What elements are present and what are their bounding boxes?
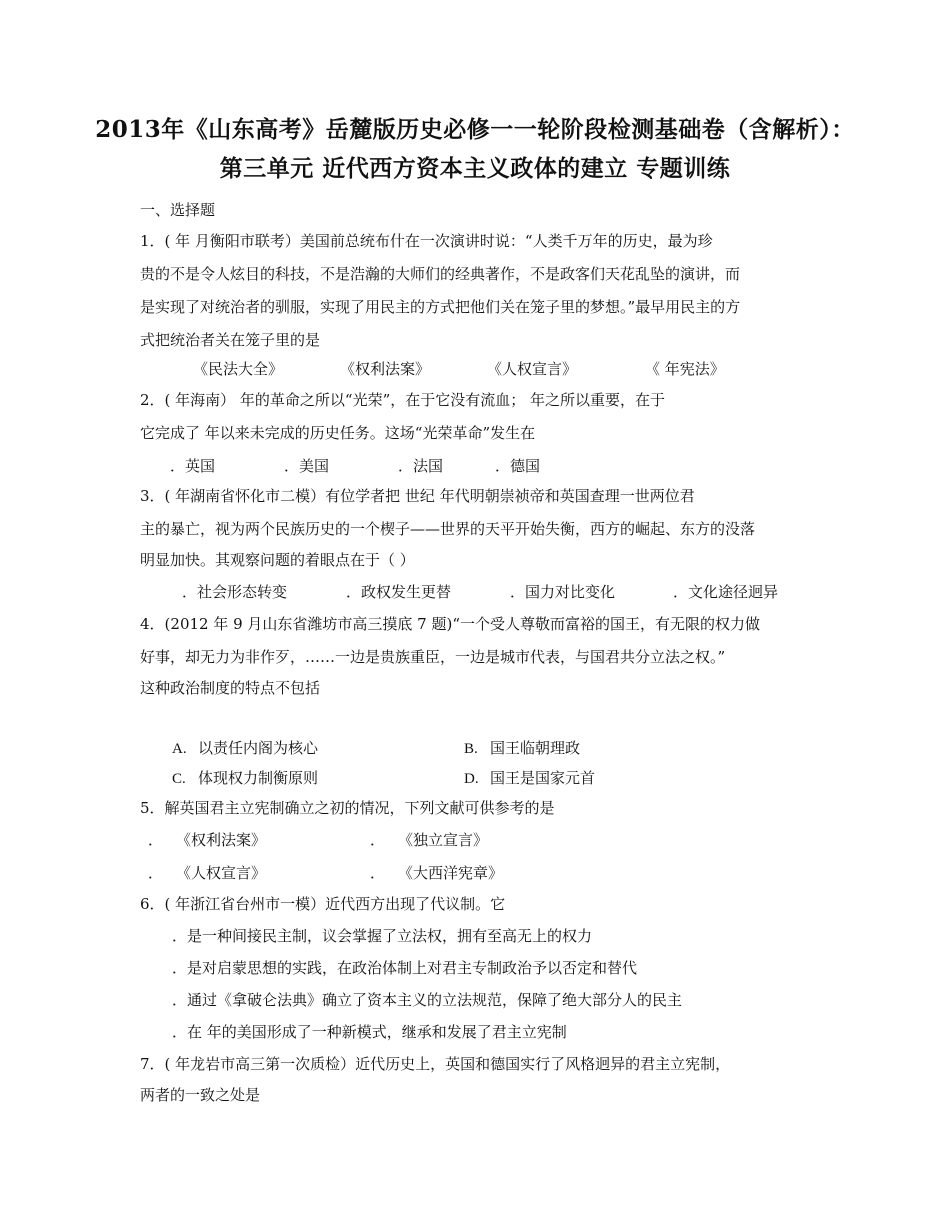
question-5-option-d[interactable]: ． 《大西洋宪章》 — [370, 864, 504, 882]
question-1-option-c[interactable]: 《人权宣言》 — [487, 360, 578, 378]
question-4-option-b[interactable]: B. 国王临朝理政 — [464, 739, 581, 757]
question-3-line-2: 主的暴亡，视为两个民族历史的一个楔子——世界的天平开始失衡，西方的崛起、东方的没落 — [140, 520, 756, 538]
question-1-option-a[interactable]: 《民法大全》 — [193, 360, 284, 378]
question-3-line-1: 3．( 年湖南省怀化市二模）有位学者把 世纪 年代明朝崇祯帝和英国查理一世两位君 — [140, 487, 695, 505]
question-2-option-a[interactable]: ．英国 — [170, 457, 216, 475]
question-6-option-a[interactable]: ．是一种间接民主制，议会掌握了立法权，拥有至高无上的权力 — [172, 927, 593, 945]
question-1-line-1: 1．( 年 月衡阳市联考）美国前总统布什在一次演讲时说：“人类千万年的历史，最为珍 — [140, 232, 713, 250]
question-4-option-d[interactable]: D. 国王是国家元首 — [464, 769, 596, 787]
question-2-line-2: 它完成了 年以来未完成的历史任务。这场“光荣革命”发生在 — [140, 424, 536, 442]
question-3-option-b[interactable]: ．政权发生更替 — [346, 583, 452, 601]
question-6-option-d[interactable]: ．在 年的美国形成了一种新模式，继承和发展了君主立宪制 — [172, 1023, 567, 1041]
question-4-option-a[interactable]: A. 以责任内阁为核心 — [172, 739, 319, 757]
question-2-option-c[interactable]: ．法国 — [398, 457, 444, 475]
question-3-option-d[interactable]: ．文化途径迥异 — [673, 583, 779, 601]
question-3-option-a[interactable]: ．社会形态转变 — [182, 583, 288, 601]
question-2-option-d[interactable]: ．德国 — [495, 457, 541, 475]
question-2-line-1: 2．( 年海南） 年的革命之所以“光荣”，在于它没有流血； 年之所以重要，在于 — [140, 391, 666, 409]
document-title-line-2: 第三单元 近代西方资本主义政体的建立 专题训练 — [219, 155, 731, 182]
question-6-option-b[interactable]: ．是对启蒙思想的实践，在政治体制上对君主专制政治予以否定和替代 — [172, 959, 638, 977]
question-3-option-c[interactable]: ．国力对比变化 — [510, 583, 616, 601]
question-6-line-1: 6．( 年浙江省台州市一模）近代西方出现了代议制。它 — [140, 895, 506, 913]
question-6-option-c[interactable]: ．通过《拿破仑法典》确立了资本主义的立法规范，保障了绝大部分人的民主 — [172, 991, 683, 1009]
question-1-option-d[interactable]: 《 年宪法》 — [645, 360, 725, 378]
question-5-option-b[interactable]: ． 《独立宣言》 — [370, 831, 489, 849]
document-title-line-1: 2013年《山东高考》岳麓版历史必修一一轮阶段检测基础卷（含解析）： — [95, 116, 855, 143]
question-1-line-4: 式把统治者关在笼子里的是 — [140, 331, 321, 349]
question-4-line-1: 4．(2012 年 9 月山东省潍坊市高三摸底 7 题)“一个受人尊敬而富裕的国王，有无限的权力做 — [140, 615, 761, 633]
question-4-line-3: 这种政治制度的特点不包括 — [140, 679, 321, 697]
question-2-option-b[interactable]: ．美国 — [284, 457, 330, 475]
question-1-line-3: 是实现了对统治者的驯服，实现了用民主的方式把他们关在笼子里的梦想。”最早用民主的方 — [140, 298, 741, 316]
question-5-line-1: 5．解英国君主立宪制确立之初的情况，下列文献可供参考的是 — [140, 799, 555, 817]
question-5-option-a[interactable]: ． 《权利法案》 — [148, 831, 267, 849]
question-7-line-1: 7．( 年龙岩市高三第一次质检）近代历史上，英国和德国实行了风格迥异的君主立宪制， — [140, 1055, 731, 1073]
section-heading: 一、选择题 — [140, 201, 216, 219]
question-5-option-c[interactable]: ． 《人权宣言》 — [148, 864, 267, 882]
question-1-line-2: 贵的不是令人炫目的科技，不是浩瀚的大师们的经典著作，不是政客们天花乱坠的演讲，而 — [140, 265, 741, 283]
question-7-line-2: 两者的一致之处是 — [140, 1086, 261, 1104]
question-3-line-3: 明显加快。其观察问题的着眼点在于（ ） — [140, 551, 415, 569]
question-4-option-c[interactable]: C. 体现权力制衡原则 — [172, 769, 319, 787]
question-4-line-2: 好事，却无力为非作歹，……一边是贵族重臣，一边是城市代表，与国君共分立法之权。” — [140, 648, 726, 666]
question-1-option-b[interactable]: 《权利法案》 — [340, 360, 431, 378]
